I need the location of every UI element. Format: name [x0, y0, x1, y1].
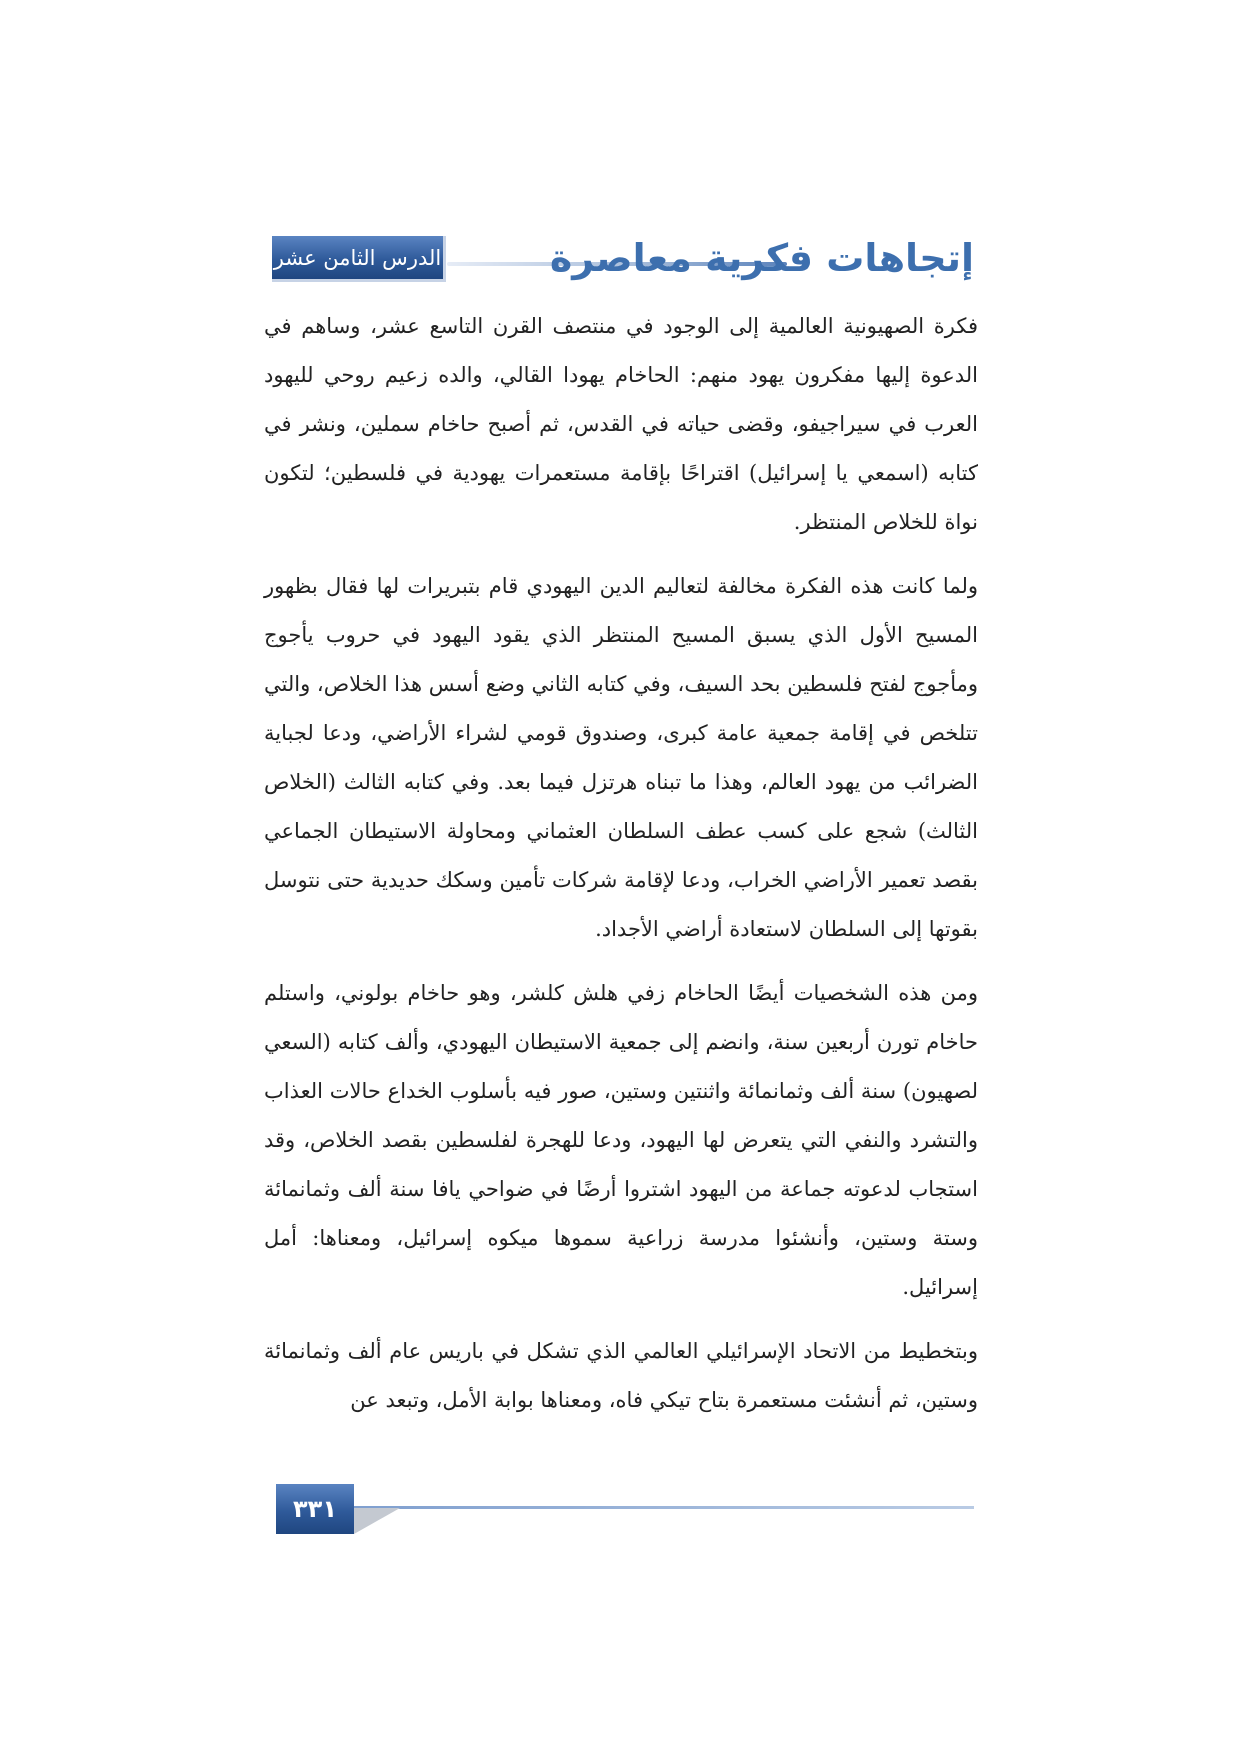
page-body	[264, 302, 978, 1440]
page-header	[272, 232, 974, 288]
page-footer	[276, 1484, 974, 1536]
book-title: إتجاهات فكرية معاصرة	[549, 236, 974, 280]
page-number-badge	[276, 1484, 354, 1534]
paragraph: ومن هذه الشخصيات أيضًا الحاخام زفي هلش كلشر، وهو حاخام بولوني، واستلم حاخام تورن أربعين سنة، وانضم إلى جمعية الاستيطان اليهودي، وألف كتابه (السعي لصهيون) سنة ألف وثمانمائة واثنتين وستين، صور فيه بأسلوب الخداع حالات العذاب والتشرد والنفي التي يتعرض لها اليهود، ودعا للهجرة لفلسطين بقصد الخلاص، وقد استجاب لدعوته جماعة من اليهود اشتروا أرضًا في ضواحي يافا سنة ألف وثمانمائة وستة وستين، وأنشئوا مدرسة زراعية سموها ميكوه إسرائيل، ومعناها: أمل إسرائيل.	[264, 981, 978, 1299]
paragraph: ولما كانت هذه الفكرة مخالفة لتعاليم الدين اليهودي قام بتبريرات لها فقال بظهور المسيح الأول الذي يسبق المسيح المنتظر الذي يقود اليهود في حروب يأجوج ومأجوج لفتح فلسطين بحد السيف، وفي كتابه الثاني وضع أسس هذا الخلاص، والتي تتلخص في إقامة جمعية عامة كبرى، وصندوق قومي لشراء الأراضي، ودعا لجباية الضرائب من يهود العالم، وهذا ما تبناه هرتزل فيما بعد. وفي كتابه الثالث (الخلاص الثالث) شجع على كسب عطف السلطان العثماني ومحاولة الاستيطان الجماعي بقصد تعمير الأراضي الخراب، ودعا لإقامة شركات تأمين وسكك حديدية حتى نتوسل بقوتها إلى السلطان لاستعادة أراضي الأجداد.	[264, 574, 978, 941]
page-number: ٣٣١	[293, 1495, 337, 1523]
paragraph: وبتخطيط من الاتحاد الإسرائيلي العالمي الذي تشكل في باريس عام ألف وثمانمائة وستين، ثم أنشئت مستعمرة بتاح تيكي فاه، ومعناها بوابة الأمل، وتبعد عن	[264, 1339, 978, 1412]
footer-shadow-wedge	[354, 1508, 400, 1534]
paragraph: فكرة الصهيونية العالمية إلى الوجود في منتصف القرن التاسع عشر، وساهم في الدعوة إليها مفكرون يهود منهم: الحاخام يهودا القالي، والده زعيم روحي لليهود العرب في سيراجيفو، وقضى حياته في القدس، ثم أصبح حاخام سملين، ونشر في كتابه (اسمعي يا إسرائيل) اقتراحًا بإقامة مستعمرات يهودية في فلسطين؛ لتكون نواة للخلاص المنتظر.	[264, 314, 978, 534]
footer-divider	[354, 1506, 974, 1509]
lesson-badge	[272, 236, 446, 282]
lesson-label: الدرس الثامن عشر	[273, 245, 442, 270]
